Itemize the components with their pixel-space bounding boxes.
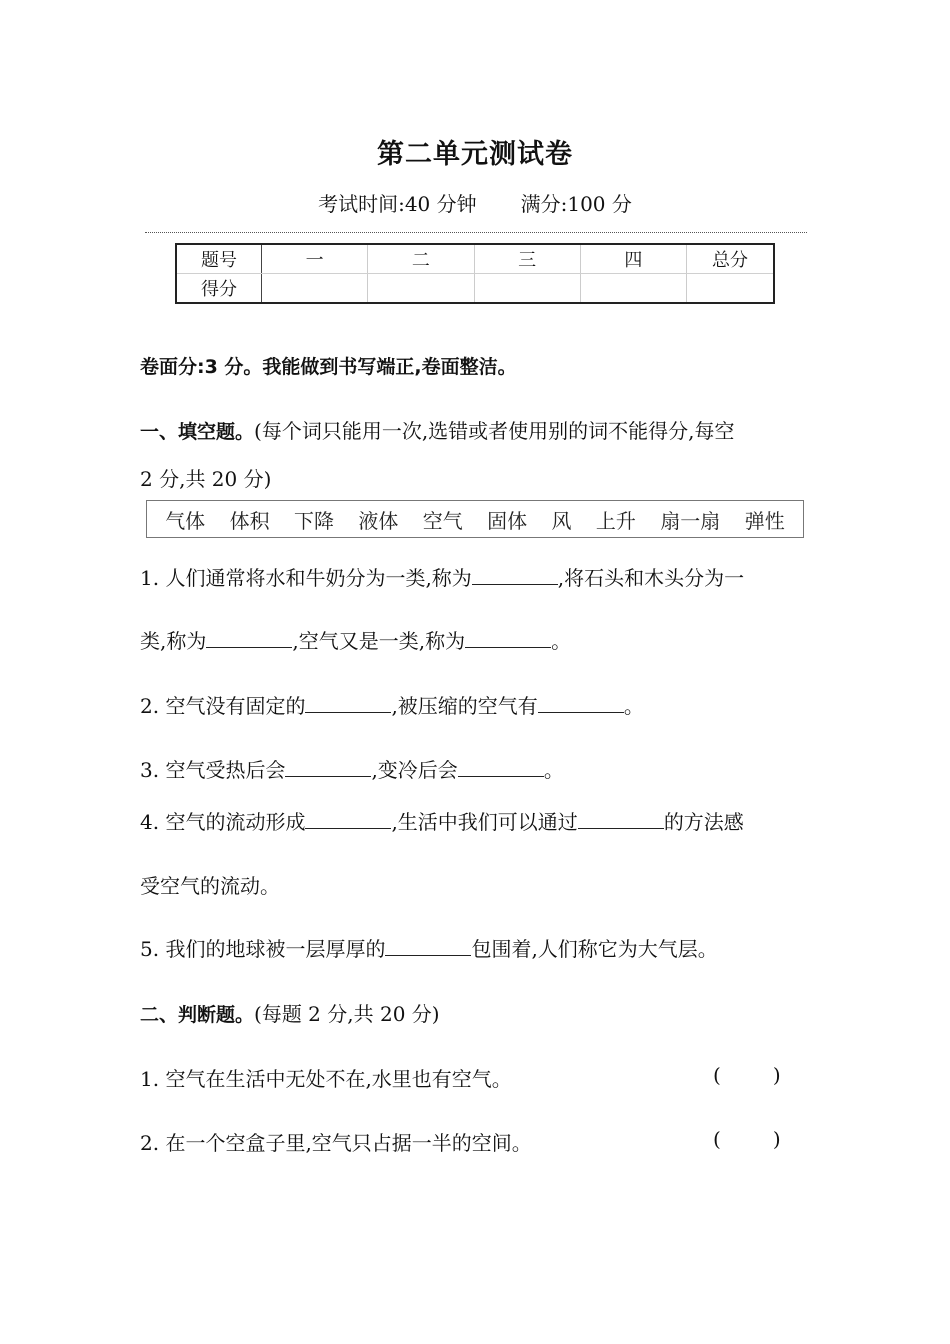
- section1-heading: [140, 415, 735, 444]
- score-table-header-row: [176, 244, 774, 274]
- score-input-total[interactable]: [687, 274, 775, 304]
- question-text: 2. 空气没有固定的: [140, 694, 306, 718]
- question-2: [140, 690, 644, 719]
- question-text: ,将石头和木头分为一: [557, 566, 745, 590]
- full-score: 满分:100 分: [520, 192, 632, 216]
- question-text: 5. 我们的地球被一层厚厚的: [140, 937, 386, 961]
- exam-time: 考试时间:40 分钟: [318, 192, 477, 216]
- question-4-line2: 受空气的流动。: [140, 874, 280, 898]
- section1-title: 一、填空题。: [140, 421, 255, 443]
- question-text: 。: [623, 694, 644, 718]
- paren-close: ): [772, 1063, 781, 1087]
- answer-blank[interactable]: [305, 808, 391, 829]
- question-1-line2: [140, 625, 571, 654]
- question-text: ,变冷后会: [371, 758, 458, 782]
- score-cell-total: 总分: [687, 244, 775, 274]
- score-table-score-row: [176, 274, 774, 304]
- score-cell-3: 三: [474, 244, 580, 274]
- question-text: 包围着,人们称它为大气层。: [471, 937, 718, 961]
- word-bank: [146, 500, 804, 538]
- exam-info: [0, 188, 950, 217]
- score-input-3[interactable]: [474, 274, 580, 304]
- section2-note: (每题 2 分,共 20 分): [254, 1002, 440, 1026]
- answer-blank[interactable]: [472, 564, 558, 585]
- question-text: 。: [551, 629, 572, 653]
- score-cell-4: 四: [580, 244, 686, 274]
- question-1-line1: [140, 562, 744, 591]
- word-bank-item: 上升: [595, 508, 636, 533]
- answer-blank[interactable]: [285, 756, 371, 777]
- section1-note-line2: 2 分,共 20 分): [140, 467, 272, 491]
- question-3: [140, 754, 564, 783]
- score-cell-label: 题号: [176, 244, 262, 274]
- word-bank-item: 下降: [293, 508, 334, 533]
- score-row-label: 得分: [176, 274, 262, 304]
- answer-blank[interactable]: [206, 627, 292, 648]
- score-input-4[interactable]: [580, 274, 686, 304]
- question-text: 类,称为: [140, 629, 207, 653]
- section2-heading: [140, 998, 440, 1027]
- paren-open: (: [713, 1127, 721, 1151]
- word-bank-item: 空气: [422, 508, 463, 533]
- score-input-2[interactable]: [368, 274, 474, 304]
- page-title: 第二单元测试卷: [377, 139, 573, 170]
- score-input-1[interactable]: [262, 274, 368, 304]
- word-bank-item: 风: [551, 508, 572, 533]
- paren-close: ): [772, 1127, 781, 1151]
- answer-blank[interactable]: [305, 692, 391, 713]
- question-5: [140, 933, 718, 962]
- question-text: ,被压缩的空气有: [391, 694, 538, 718]
- word-bank-item: 弹性: [744, 508, 785, 533]
- question-text: 4. 空气的流动形成: [140, 810, 306, 834]
- answer-paren-2[interactable]: [713, 1127, 781, 1151]
- neatness-note: 卷面分:3 分。我能做到书写端正,卷面整洁。: [140, 356, 517, 378]
- question-4-line1: [140, 806, 744, 835]
- word-bank-item: 扇一扇: [660, 508, 721, 533]
- answer-blank[interactable]: [578, 808, 664, 829]
- answer-blank[interactable]: [465, 627, 551, 648]
- word-bank-item: 固体: [487, 508, 528, 533]
- question-text: ,生活中我们可以通过: [391, 810, 578, 834]
- question-text: 3. 空气受热后会: [140, 758, 286, 782]
- word-bank-item: 液体: [358, 508, 399, 533]
- section2-title: 二、判断题。: [140, 1004, 255, 1026]
- answer-paren-1[interactable]: [713, 1063, 781, 1087]
- word-bank-item: 气体: [165, 508, 206, 533]
- question-text: ,空气又是一类,称为: [292, 629, 466, 653]
- paren-open: (: [713, 1063, 721, 1087]
- answer-blank[interactable]: [538, 692, 624, 713]
- divider: [145, 232, 807, 233]
- score-table: [175, 243, 775, 304]
- section1-note: (每个词只能用一次,选错或者使用别的词不能得分,每空: [254, 419, 735, 443]
- answer-blank[interactable]: [385, 935, 471, 956]
- question-text: 的方法感: [663, 810, 744, 834]
- score-cell-2: 二: [368, 244, 474, 274]
- judge-question-2: 2. 在一个空盒子里,空气只占据一半的空间。: [140, 1131, 532, 1155]
- score-cell-1: 一: [262, 244, 368, 274]
- answer-blank[interactable]: [458, 756, 544, 777]
- question-text: 1. 人们通常将水和牛奶分为一类,称为: [140, 566, 472, 590]
- word-bank-item: 体积: [229, 508, 270, 533]
- judge-question-1: 1. 空气在生活中无处不在,水里也有空气。: [140, 1067, 512, 1091]
- question-text: 。: [543, 758, 564, 782]
